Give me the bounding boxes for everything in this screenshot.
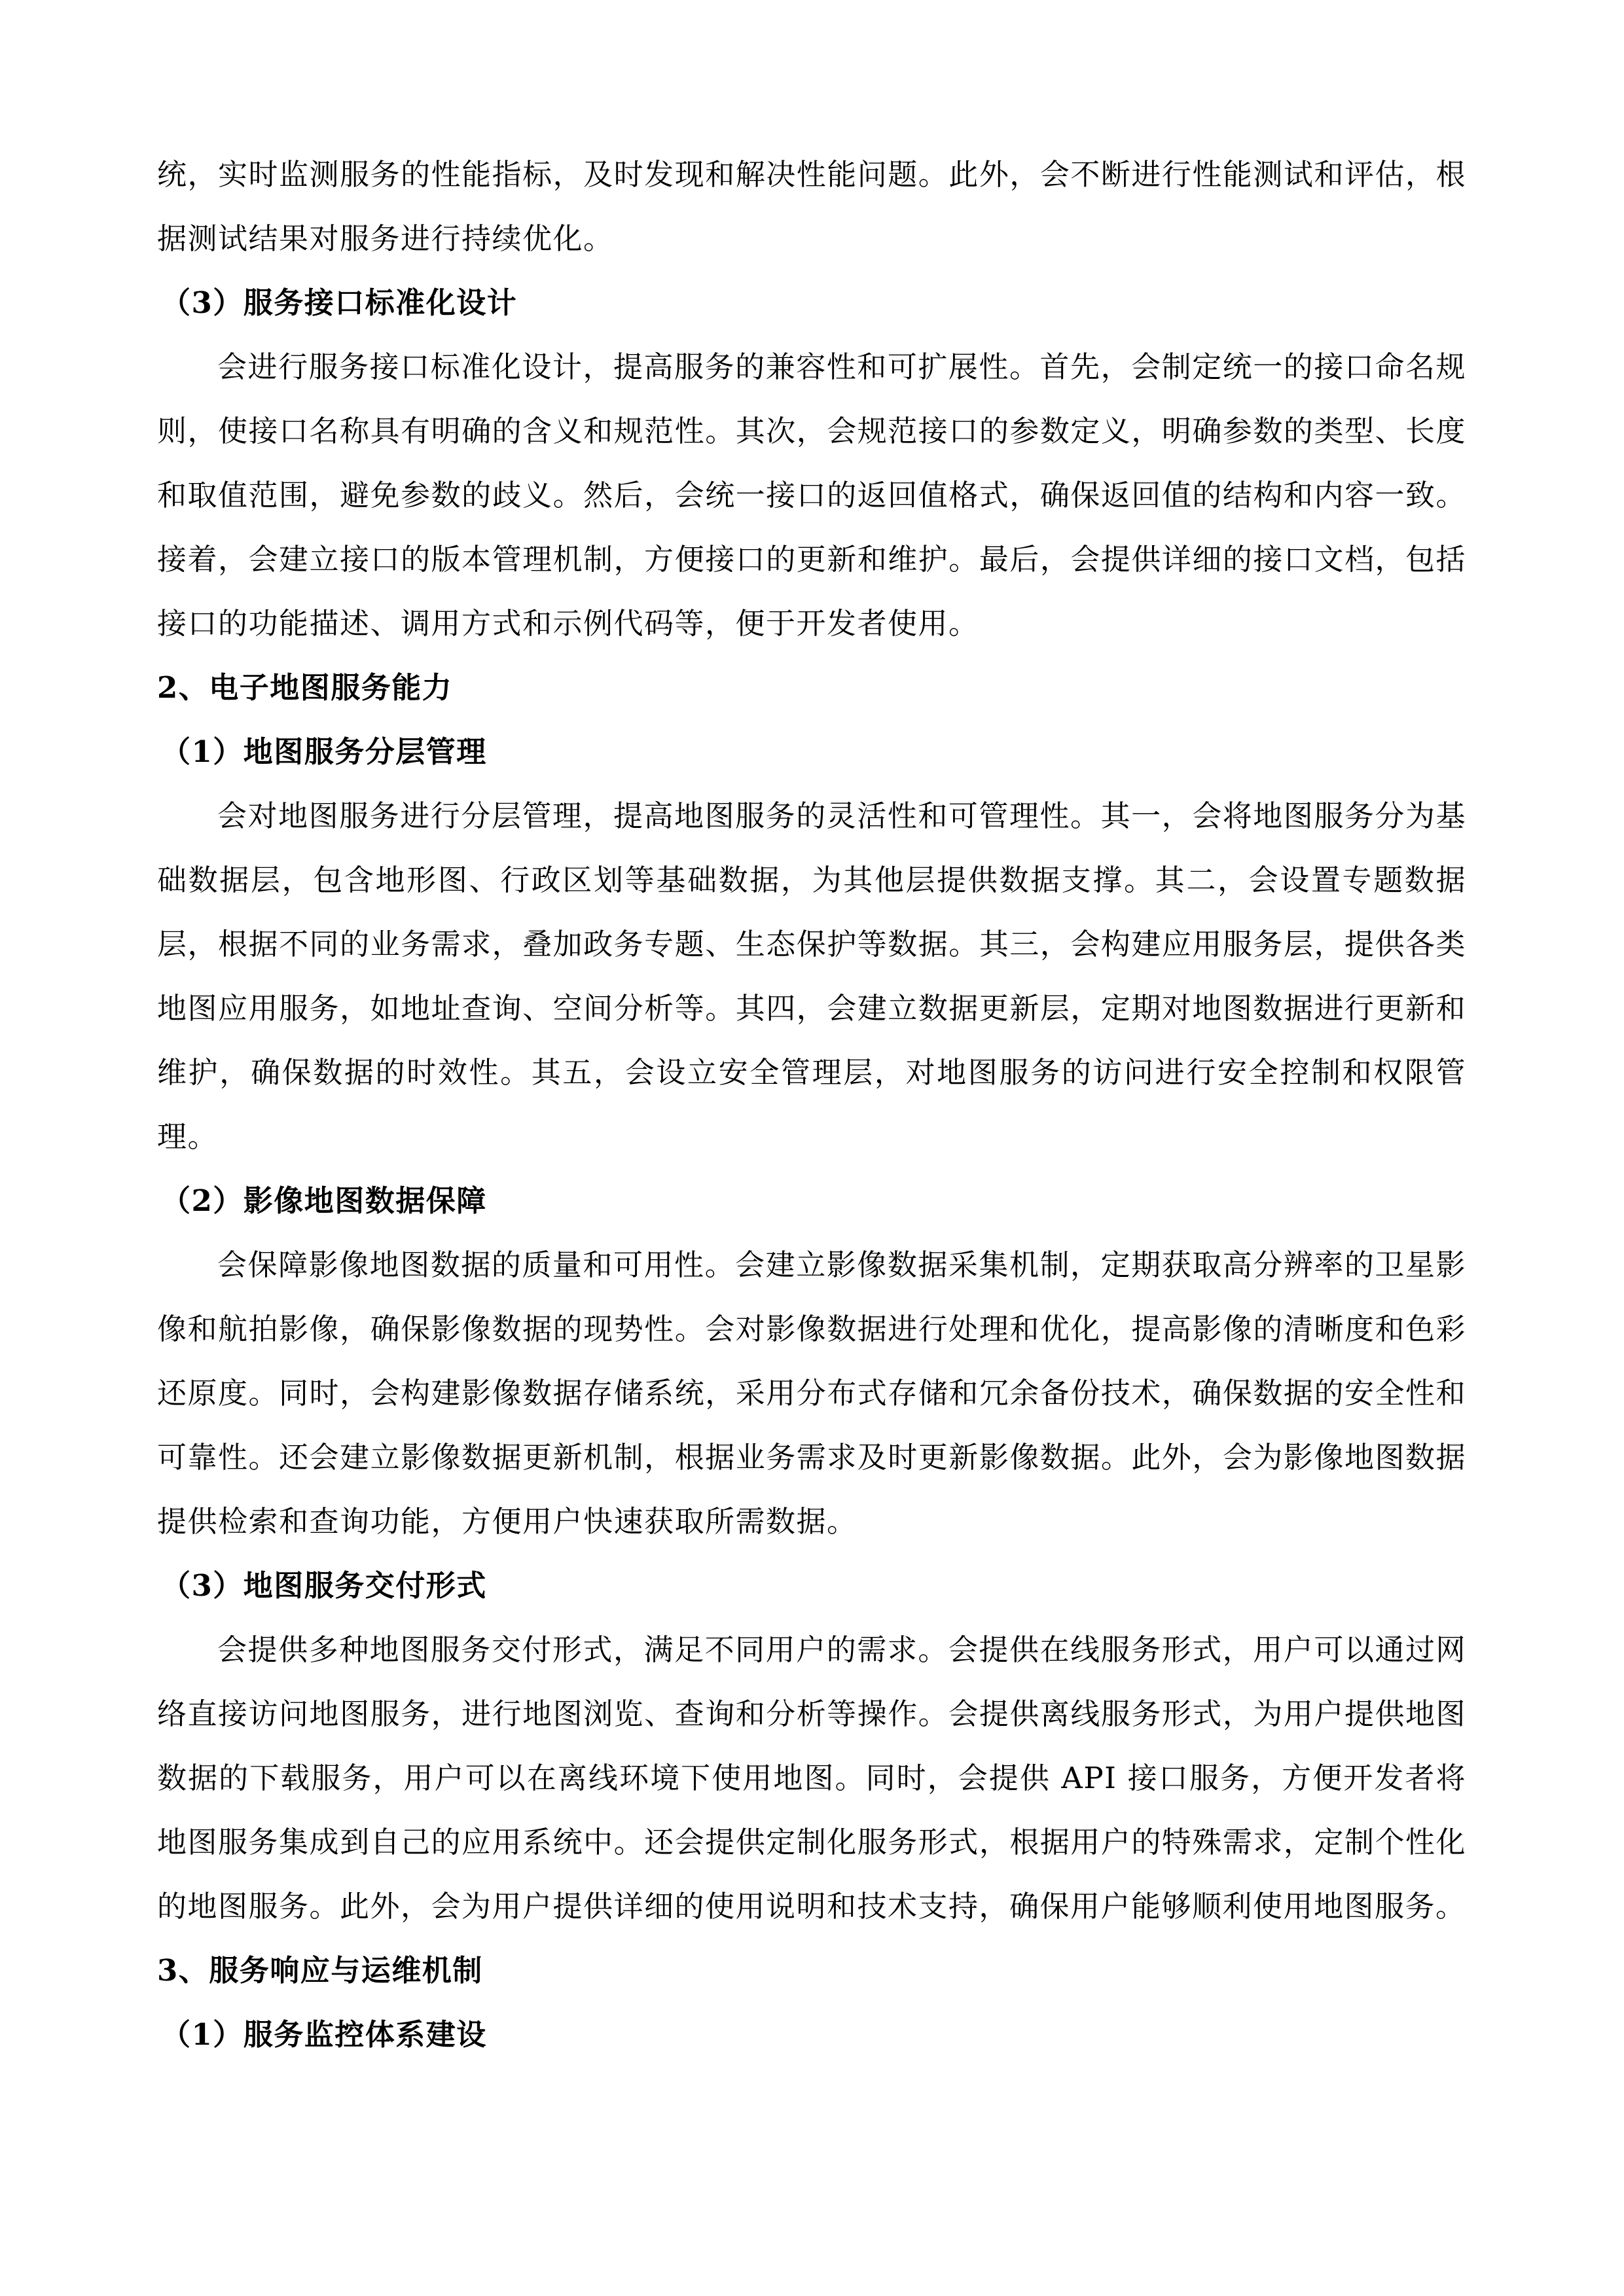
document-body [157,143,1466,2067]
subheading-layered-management: （1）地图服务分层管理 [161,734,487,769]
paragraph-delivery-forms: 会提供多种地图服务交付形式，满足不同用户的需求。会提供在线服务形式，用户可以通过网络直接访问地图服务，进行地图浏览、查询和分析等操作。会提供离线服务形式，为用户提供地图数据的下载服务，用户可以在离线环境下使用地图。同时，会提供 API 接口服务，方便开发者将地图服务集成到自己的应用系统中。还会提供定制化服务形式，根据用户的特殊需求，定制个性化的地图服务。此外，会为用户提供详细的使用说明和技术支持，确保用户能够顺利使用地图服务。 [157,1632,1466,1924]
paragraph-imagery-data: 会保障影像地图数据的质量和可用性。会建立影像数据采集机制，定期获取高分辨率的卫星影像和航拍影像，确保影像数据的现势性。会对影像数据进行处理和优化，提高影像的清晰度和色彩还原度。同时，会构建影像数据存储系统，采用分布式存储和冗余备份技术，确保数据的安全性和可靠性。还会建立影像数据更新机制，根据业务需求及时更新影像数据。此外，会为影像地图数据提供检索和查询功能，方便用户快速获取所需数据。 [157,1247,1466,1539]
subheading-imagery-data: （2）影像地图数据保障 [161,1183,487,1218]
subheading-delivery-forms: （3）地图服务交付形式 [161,1568,487,1603]
paragraph-layered-management: 会对地图服务进行分层管理，提高地图服务的灵活性和可管理性。其一，会将地图服务分为基础数据层，包含地形图、行政区划等基础数据，为其他层提供数据支撑。其二，会设置专题数据层，根据不同的业务需求，叠加政务专题、生态保护等数据。其三，会构建应用服务层，提供各类地图应用服务，如地址查询、空间分析等。其四，会建立数据更新层，定期对地图数据进行更新和维护，确保数据的时效性。其五，会设立安全管理层，对地图服务的访问进行安全控制和权限管理。 [157,798,1466,1154]
subheading-interface-standardization: （3）服务接口标准化设计 [161,285,518,320]
section-heading-service-response: 3、服务响应与运维机制 [157,1953,483,1988]
paragraph-interface-standardization: 会进行服务接口标准化设计，提高服务的兼容性和可扩展性。首先，会制定统一的接口命名规则，使接口名称具有明确的含义和规范性。其次，会规范接口的参数定义，明确参数的类型、长度和取值范围，避免参数的歧义。然后，会统一接口的返回值格式，确保返回值的结构和内容一致。接着，会建立接口的版本管理机制，方便接口的更新和维护。最后，会提供详细的接口文档，包括接口的功能描述、调用方式和示例代码等，便于开发者使用。 [157,350,1466,641]
paragraph-performance-monitoring: 统，实时监测服务的性能指标，及时发现和解决性能问题。此外，会不断进行性能测试和评估，根据测试结果对服务进行持续优化。 [157,157,1466,256]
section-heading-electronic-map: 2、电子地图服务能力 [157,670,453,705]
subheading-monitoring-system: （1）服务监控体系建设 [161,2017,487,2052]
